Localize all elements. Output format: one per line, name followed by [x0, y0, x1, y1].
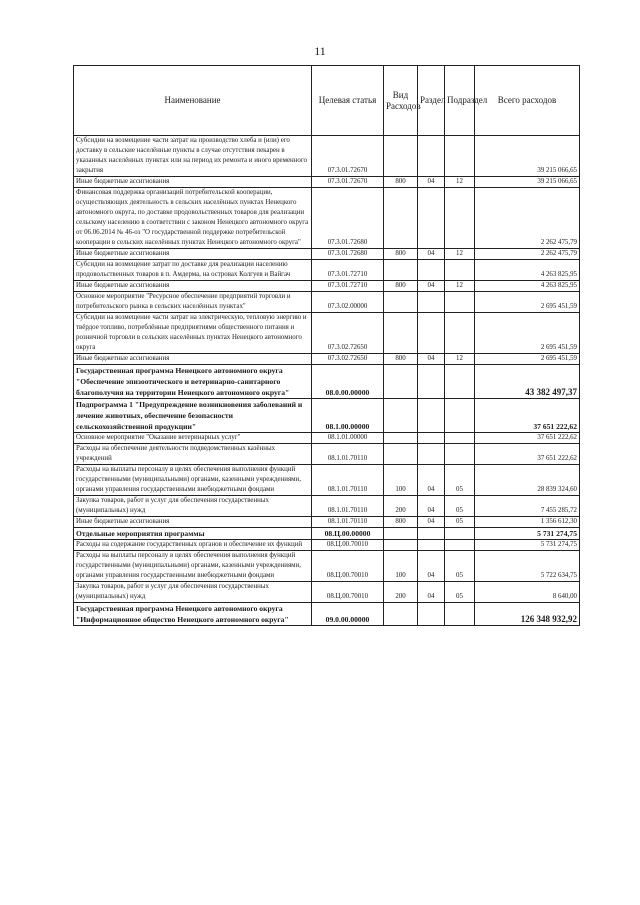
table-header-row [74, 66, 580, 136]
row-razdel-cell: 04 [418, 249, 445, 260]
table-row [74, 136, 580, 177]
header-target: Целевая статья [312, 66, 384, 136]
table-row [74, 188, 580, 249]
row-total-cell: 2 262 475,79 [475, 249, 580, 260]
table-row [74, 365, 580, 399]
row-razdel-cell: 04 [418, 496, 445, 517]
row-vid-cell [384, 603, 418, 626]
row-total-cell: 37 651 222,62 [475, 399, 580, 433]
row-name-cell: Расходы на обеспечение деятельности подведомственных казённых учреждений [74, 444, 312, 465]
table-row [74, 249, 580, 260]
row-podrazdel-cell [445, 365, 475, 399]
row-vid-cell [384, 292, 418, 313]
row-podrazdel-cell: 12 [445, 249, 475, 260]
row-vid-cell: 200 [384, 496, 418, 517]
row-podrazdel-cell: 05 [445, 517, 475, 528]
row-target-cell: 08.Ц.00.00000 [312, 528, 384, 540]
row-name-cell: Субсидии на возмещение затрат по доставке для реализации населению продовольственных товаров в п. Амдерма, на островах Колгуев и Вайгач [74, 260, 312, 281]
row-name-cell: Государственная программа Ненецкого автономного округа "Информационное общество Ненецкого автономного округа" [74, 603, 312, 626]
row-target-cell: 08.Ц.00.70010 [312, 582, 384, 603]
row-target-cell: 08.Ц.00.70010 [312, 540, 384, 551]
row-target-cell: 07.3.02.00000 [312, 292, 384, 313]
row-total-cell: 28 839 324,60 [475, 465, 580, 496]
row-podrazdel-cell: 12 [445, 354, 475, 365]
row-total-cell: 4 263 825,95 [475, 260, 580, 281]
row-name-cell: Иные бюджетные ассигнования [74, 281, 312, 292]
table-row [74, 260, 580, 281]
row-target-cell: 08.1.01.00000 [312, 433, 384, 444]
row-total-cell: 2 695 451,59 [475, 313, 580, 354]
row-podrazdel-cell [445, 540, 475, 551]
row-podrazdel-cell [445, 433, 475, 444]
row-name-cell: Субсидии на возмещение части затрат на производство хлеба и (или) его доставку в сельские населённые пункты в случае отсутствия пекарен в указанных населённых пунктах или на период их ремонта и иного временного закрытия [74, 136, 312, 177]
row-total-cell: 5 731 274,75 [475, 540, 580, 551]
header-vid: Вид Расходов [384, 66, 418, 136]
row-podrazdel-cell [445, 188, 475, 249]
row-target-cell: 08.Ц.00.70010 [312, 551, 384, 582]
table-row [74, 292, 580, 313]
row-podrazdel-cell [445, 399, 475, 433]
row-vid-cell: 200 [384, 582, 418, 603]
table-row [74, 444, 580, 465]
row-target-cell: 07.3.01.72710 [312, 260, 384, 281]
row-target-cell: 08.0.00.00000 [312, 365, 384, 399]
row-vid-cell: 800 [384, 281, 418, 292]
row-razdel-cell: 04 [418, 465, 445, 496]
row-razdel-cell [418, 365, 445, 399]
row-razdel-cell [418, 603, 445, 626]
row-target-cell: 08.1.01.70110 [312, 496, 384, 517]
row-total-cell: 1 356 612,30 [475, 517, 580, 528]
row-total-cell: 39 215 066,65 [475, 136, 580, 177]
row-vid-cell [384, 313, 418, 354]
row-razdel-cell: 04 [418, 582, 445, 603]
table-row [74, 528, 580, 540]
row-target-cell: 07.3.02.72650 [312, 313, 384, 354]
row-razdel-cell: 04 [418, 177, 445, 188]
header-podrazdel: Подраздел [445, 66, 475, 136]
table-row [74, 465, 580, 496]
row-vid-cell [384, 444, 418, 465]
row-name-cell: Государственная программа Ненецкого автономного округа "Обеспечение эпизоотического и ветеринарно-санитарного благополучия на территории Ненецкого автономного округа" [74, 365, 312, 399]
table-row [74, 433, 580, 444]
row-vid-cell [384, 365, 418, 399]
row-vid-cell [384, 540, 418, 551]
table-row [74, 496, 580, 517]
row-name-cell: Расходы на выплаты персоналу в целях обеспечения выполнения функций государственными (муниципальными) органами, казенными учреждениями, органами управления государственными внебюджетными фондами [74, 551, 312, 582]
row-target-cell: 07.3.02.72650 [312, 354, 384, 365]
row-target-cell: 09.0.00.00000 [312, 603, 384, 626]
row-name-cell: Иные бюджетные ассигнования [74, 517, 312, 528]
table-row [74, 177, 580, 188]
row-name-cell: Расходы на выплаты персоналу в целях обеспечения выполнения функций государственными (муниципальными) органами, казенными учреждениями, органами управления государственными внебюджетными фондами [74, 465, 312, 496]
row-razdel-cell: 04 [418, 354, 445, 365]
row-total-cell: 37 651 222,62 [475, 433, 580, 444]
row-name-cell: Иные бюджетные ассигнования [74, 354, 312, 365]
row-target-cell: 07.3.01.72670 [312, 177, 384, 188]
row-vid-cell [384, 136, 418, 177]
row-podrazdel-cell: 05 [445, 496, 475, 517]
row-name-cell: Подпрограмма 1 "Предупреждение возникновения заболеваний и лечение животных, обеспечение безопасности сельскохозяйственной продукции" [74, 399, 312, 433]
row-vid-cell [384, 433, 418, 444]
row-podrazdel-cell [445, 444, 475, 465]
row-podrazdel-cell [445, 136, 475, 177]
row-podrazdel-cell [445, 528, 475, 540]
row-razdel-cell [418, 444, 445, 465]
table-row [74, 281, 580, 292]
row-total-cell: 126 348 932,92 [475, 603, 580, 626]
row-razdel-cell [418, 433, 445, 444]
page-number: 11 [314, 44, 326, 58]
row-total-cell: 5 722 634,75 [475, 551, 580, 582]
row-podrazdel-cell [445, 603, 475, 626]
row-target-cell: 08.1.01.70110 [312, 517, 384, 528]
row-razdel-cell [418, 540, 445, 551]
row-vid-cell [384, 188, 418, 249]
row-podrazdel-cell: 05 [445, 551, 475, 582]
row-vid-cell: 800 [384, 249, 418, 260]
row-target-cell: 07.3.01.72680 [312, 188, 384, 249]
budget-table [73, 65, 580, 626]
table-row [74, 354, 580, 365]
row-target-cell: 08.1.01.70110 [312, 465, 384, 496]
row-total-cell: 8 640,00 [475, 582, 580, 603]
row-vid-cell [384, 399, 418, 433]
table-row [74, 582, 580, 603]
row-podrazdel-cell [445, 260, 475, 281]
row-total-cell: 2 695 451,59 [475, 292, 580, 313]
row-razdel-cell: 04 [418, 281, 445, 292]
row-name-cell: Основное мероприятие "Ресурсное обеспечение предприятий торговли и потребительского рынка в сельских населённых пунктах" [74, 292, 312, 313]
row-podrazdel-cell: 12 [445, 177, 475, 188]
row-target-cell: 08.1.01.70110 [312, 444, 384, 465]
row-razdel-cell [418, 528, 445, 540]
table-row [74, 313, 580, 354]
table-row [74, 540, 580, 551]
table-row [74, 517, 580, 528]
row-razdel-cell [418, 136, 445, 177]
row-total-cell: 37 651 222,62 [475, 444, 580, 465]
row-total-cell: 2 262 475,79 [475, 188, 580, 249]
row-vid-cell: 800 [384, 354, 418, 365]
row-name-cell: Закупка товаров, работ и услуг для обеспечения государственных (муниципальных) нужд [74, 582, 312, 603]
row-podrazdel-cell [445, 313, 475, 354]
table-body [74, 136, 580, 626]
header-name: Наименование [74, 66, 312, 136]
row-name-cell: Отдельные мероприятия программы [74, 528, 312, 540]
row-total-cell: 4 263 825,95 [475, 281, 580, 292]
row-target-cell: 07.3.01.72680 [312, 249, 384, 260]
row-name-cell: Субсидии на возмещение части затрат на электрическую, тепловую энергию и твёрдое топливо, потреблённые предприятиями общественного питания и розничной торговли в сельских населённых пунктах Ненецкого автономного округа [74, 313, 312, 354]
row-total-cell: 2 695 451,59 [475, 354, 580, 365]
row-vid-cell: 800 [384, 177, 418, 188]
table-row [74, 399, 580, 433]
row-target-cell: 08.1.00.00000 [312, 399, 384, 433]
row-name-cell: Основное мероприятие "Оказание ветеринарных услуг" [74, 433, 312, 444]
row-name-cell: Закупка товаров, работ и услуг для обеспечения государственных (муниципальных) нужд [74, 496, 312, 517]
row-vid-cell [384, 528, 418, 540]
row-podrazdel-cell [445, 292, 475, 313]
row-name-cell: Иные бюджетные ассигнования [74, 249, 312, 260]
header-razdel: Раздел [418, 66, 445, 136]
row-vid-cell: 100 [384, 551, 418, 582]
row-vid-cell: 800 [384, 517, 418, 528]
row-razdel-cell: 04 [418, 551, 445, 582]
row-razdel-cell [418, 313, 445, 354]
row-name-cell: Финансовая поддержка организаций потребительской кооперации, осуществляющих деятельность в сельских населённых пунктах Ненецкого автономного округа, по доставке продовольственных товаров для реализации сельскому населению в соответствии с законом Ненецкого автономного округа от 06.06.2014 № 46-оз "О государственной поддержке потребительской кооперации в сельских населённых пунктах Ненецкого автономного округа" [74, 188, 312, 249]
row-total-cell: 39 215 066,65 [475, 177, 580, 188]
row-name-cell: Расходы на содержание государственных органов и обеспечение их функций [74, 540, 312, 551]
row-name-cell: Иные бюджетные ассигнования [74, 177, 312, 188]
row-podrazdel-cell: 05 [445, 582, 475, 603]
table-row [74, 603, 580, 626]
row-vid-cell: 100 [384, 465, 418, 496]
row-target-cell: 07.3.01.72710 [312, 281, 384, 292]
row-podrazdel-cell: 12 [445, 281, 475, 292]
row-razdel-cell [418, 399, 445, 433]
header-total: Всего расходов [475, 66, 580, 136]
row-total-cell: 43 382 497,37 [475, 365, 580, 399]
row-podrazdel-cell: 05 [445, 465, 475, 496]
table-row [74, 551, 580, 582]
row-total-cell: 7 455 285,72 [475, 496, 580, 517]
row-razdel-cell [418, 292, 445, 313]
row-target-cell: 07.3.01.72670 [312, 136, 384, 177]
row-total-cell: 5 731 274,75 [475, 528, 580, 540]
row-razdel-cell [418, 188, 445, 249]
row-vid-cell [384, 260, 418, 281]
row-razdel-cell [418, 260, 445, 281]
row-razdel-cell: 04 [418, 517, 445, 528]
